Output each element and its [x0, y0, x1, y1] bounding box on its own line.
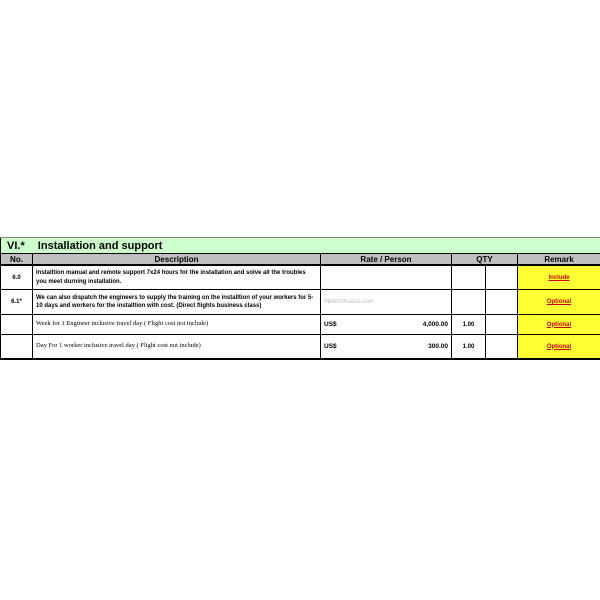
row-number: 6.0 [1, 265, 33, 290]
table-row [1, 290, 600, 315]
header-rate: Rate / Person [321, 254, 452, 266]
row-amount: 300.00 [428, 343, 448, 350]
header-description: Description [33, 254, 321, 266]
row-number [1, 315, 33, 335]
remark-include-link[interactable]: Include [518, 265, 600, 290]
row-qty-extra [486, 335, 518, 360]
row-qty-extra [486, 265, 518, 290]
row-rate [321, 335, 452, 360]
row-qty-extra [486, 290, 518, 315]
remark-optional-link[interactable]: Optional [518, 335, 600, 360]
table-row [1, 315, 600, 335]
row-qty-extra [486, 315, 518, 335]
row-description: We can also dispatch the engineers to supply the training on the installtion of your workers for 5-10 days and workers for the installtion with cost. (Direct flights business class) [33, 290, 321, 315]
watermark-text: mbtechinasss.com [324, 299, 374, 305]
section-title-cell [1, 238, 600, 254]
table-row [1, 335, 600, 360]
header-remark: Remark [518, 254, 600, 266]
row-currency: US$ [324, 343, 337, 350]
row-currency: US$ [324, 321, 337, 328]
row-description: Day For 1 worker inclusive travel day ( Flight cost not include) [33, 335, 321, 360]
remark-optional-link[interactable]: Optional [518, 315, 600, 335]
row-number [1, 335, 33, 360]
row-description: Installtion manual and remote support 7x24 hours for the installation and solve all the troubles you meet durning installation. [33, 265, 321, 290]
spreadsheet [0, 237, 600, 360]
table-row [1, 265, 600, 290]
row-rate [321, 315, 452, 335]
row-rate [321, 290, 452, 315]
row-number: 6.1* [1, 290, 33, 315]
header-no: No. [1, 254, 33, 266]
row-qty [452, 265, 486, 290]
row-description: Week for 1 Engineer inclusive travel day ( Flight cost not include) [33, 315, 321, 335]
remark-optional-link[interactable]: Optional [518, 290, 600, 315]
section-number: VI.* [7, 239, 25, 252]
column-header-row [1, 254, 600, 266]
row-qty [452, 290, 486, 315]
row-qty: 1.00 [452, 315, 486, 335]
installation-table [0, 237, 600, 360]
section-header-row [1, 238, 600, 254]
row-qty: 1.00 [452, 335, 486, 360]
row-amount: 4,000.00 [422, 321, 448, 328]
section-title: Installation and support [37, 239, 163, 252]
row-rate [321, 265, 452, 290]
header-qty: QTY [452, 254, 518, 266]
